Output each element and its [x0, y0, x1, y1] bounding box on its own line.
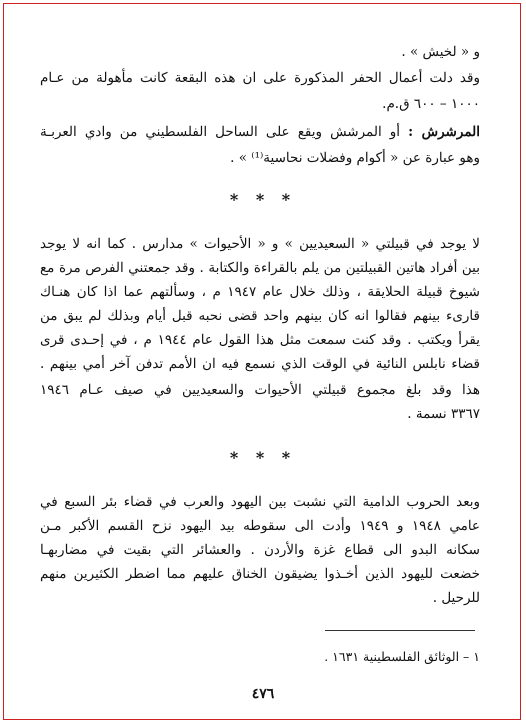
text-line: سكانه البدو الى قطاع غزة والأردن . والعشائر التي بقيت في مضاربهـا — [40, 542, 480, 558]
text-line: شيوخ قبيلة الحلايقة ، وذلك خلال عام ١٩٤٧ م ، وسألتهم عما اذا كان هنـاك — [40, 284, 480, 300]
text-line: عامي ١٩٤٨ و ١٩٤٩ وأدت الى سقوطه بيد اليهود نزح القسم الأكبر مـن — [40, 518, 480, 534]
text-line: ٣٣٦٧ نسمة . — [407, 406, 480, 422]
text-line: قضاء نابلس النائية في الوقت الذي نسمع فيه ان الأمم تدفن آخر أمي بينهم . — [40, 356, 480, 372]
marshash-line-1 — [40, 122, 480, 142]
marshash-line-2: وهو عبارة عن « أكوام وفضلات نحاسية⁽¹⁾ » . — [230, 150, 480, 166]
text-line: وبعد الحروب الدامية التي نشبت بين اليهود والعرب في قضاء بئر السبع في — [40, 494, 480, 510]
text-line: خضعت لليهود الذين أخـذوا يضيقون الخناق عليهم مما اضطر الكثيرين منهم — [40, 566, 480, 582]
text-line: قارىء بينهم فقالوا انه كان بينهم واحد قضى نحبه قبل أيام وبذلك لم يبق من — [40, 308, 480, 324]
text-line: للرحيل . — [432, 590, 480, 606]
text-line: وقد دلت أعمال الحفر المذكورة على ان هذه البقعة كانت مأهولة من عـام — [40, 70, 480, 86]
footnote-divider — [325, 630, 475, 631]
marshash-lead: المرشرش : — [408, 124, 480, 140]
marshash-line-1-text: أو المرشش ويقع على الساحل الفلسطيني من وادي العربـة — [40, 124, 401, 140]
text-line: بين أفراد هاتين القبيلتين من يلم بالقراءة والكتابة . وقد جمعتني الفرص مرة مع — [40, 260, 480, 276]
text-line: ١٠٠٠ – ٦٠٠ ق.م. — [382, 96, 480, 112]
page-number: ٤٧٦ — [251, 686, 275, 702]
text-line: لا يوجد في قبيلتي « السعيديين » و « الأحيوات » مدارس . كما انه لا يوجد — [40, 236, 480, 252]
text-line: هذا وقد بلغ مجموع قبيلتي الأحيوات والسعيديين في صيف عـام ١٩٤٦ — [40, 382, 480, 398]
section-separator: * * * — [229, 190, 297, 209]
footnote: ١ – الوثائق الفلسطينية ١٦٣١ . — [324, 649, 480, 664]
section-separator: * * * — [229, 448, 297, 467]
text-line: يقرأ ويكتب . وقد كنت سمعت مثل هذا القول عام ١٩٤٤ م ، في إحـدى قرى — [40, 332, 480, 348]
text-line: و « لخيش » . — [401, 44, 480, 60]
